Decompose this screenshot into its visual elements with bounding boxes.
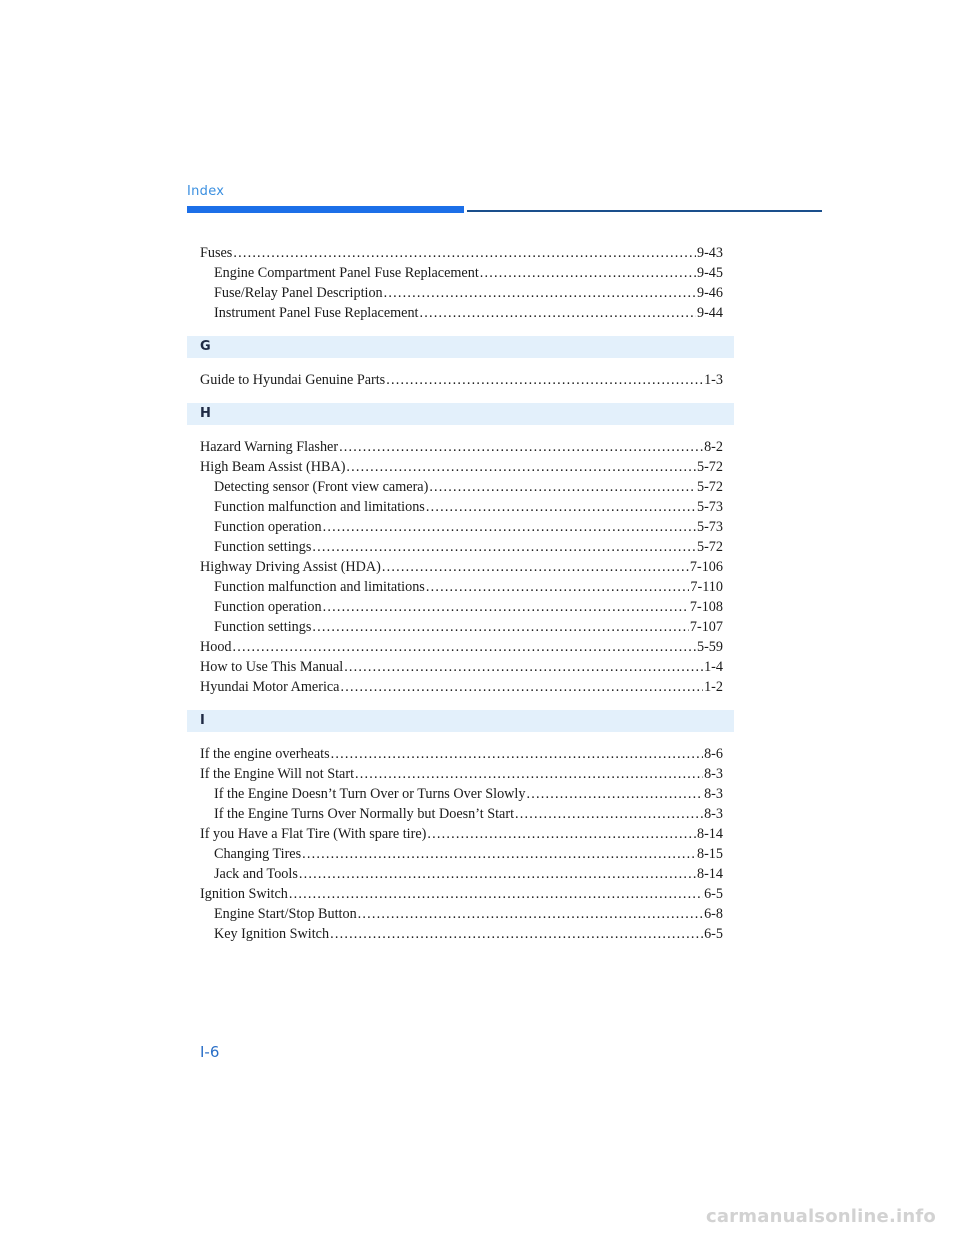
dot-leader (312, 537, 696, 557)
entry-page: 9-46 (696, 285, 723, 301)
entry-page: 8-15 (696, 846, 723, 862)
index-entry[interactable] (200, 457, 723, 477)
entry-label: If the Engine Turns Over Normally but Doesn’t Start (214, 806, 515, 822)
entry-page: 6-5 (704, 886, 723, 902)
index-subentry[interactable] (200, 904, 723, 924)
entry-label: Engine Start/Stop Button (214, 906, 357, 922)
entry-page: 8-3 (704, 786, 723, 802)
dot-leader (426, 497, 696, 517)
entry-label: Function settings (214, 619, 312, 635)
dot-leader (429, 477, 696, 497)
index-subentry[interactable] (200, 844, 723, 864)
entry-label: Detecting sensor (Front view camera) (214, 479, 429, 495)
entry-page: 8-14 (696, 826, 723, 842)
dot-leader (382, 557, 689, 577)
index-subentry[interactable] (200, 303, 723, 323)
dot-leader (480, 263, 696, 283)
entry-page: 1-2 (704, 679, 723, 695)
index-entry[interactable] (200, 557, 723, 577)
entry-page: 5-73 (696, 519, 723, 535)
dot-leader (420, 303, 696, 323)
entry-label: Ignition Switch (200, 886, 288, 902)
entry-page: 9-44 (696, 305, 723, 321)
entry-page: 6-5 (704, 926, 723, 942)
entry-label: Engine Compartment Panel Fuse Replacement (214, 265, 479, 281)
entry-page: 1-4 (704, 659, 723, 675)
entry-page: 5-72 (696, 479, 723, 495)
dot-leader (233, 243, 696, 263)
index-subentry[interactable] (200, 924, 723, 944)
dot-leader (289, 884, 703, 904)
index-subentry[interactable] (200, 864, 723, 884)
index-subentry[interactable] (200, 784, 723, 804)
entry-label: Changing Tires (214, 846, 302, 862)
section-heading: G (187, 336, 734, 358)
entry-label: Function malfunction and limitations (214, 499, 425, 515)
section-heading: I (187, 710, 734, 732)
dot-leader (299, 864, 696, 884)
entry-page: 6-8 (704, 906, 723, 922)
dot-leader (302, 844, 696, 864)
index-entry[interactable] (200, 637, 723, 657)
dot-leader (526, 784, 703, 804)
entry-page: 8-3 (704, 806, 723, 822)
entry-page: 5-73 (696, 499, 723, 515)
index-subentry[interactable] (200, 804, 723, 824)
dot-leader (233, 637, 696, 657)
dot-leader (323, 517, 696, 537)
dot-leader (358, 904, 703, 924)
section-heading: H (187, 403, 734, 425)
index-subentry[interactable] (200, 537, 723, 557)
entry-page: 9-43 (696, 245, 723, 261)
entry-label: Hood (200, 639, 232, 655)
entry-page: 8-6 (704, 746, 723, 762)
dot-leader (312, 617, 689, 637)
entry-label: Instrument Panel Fuse Replacement (214, 305, 419, 321)
entry-page: 9-45 (696, 265, 723, 281)
index-subentry[interactable] (200, 597, 723, 617)
entry-page: 7-110 (690, 579, 723, 595)
dot-leader (384, 283, 696, 303)
index-entry[interactable] (200, 677, 723, 697)
entry-label: Function malfunction and limitations (214, 579, 425, 595)
dot-leader (515, 804, 703, 824)
entry-page: 7-106 (689, 559, 723, 575)
dot-leader (339, 437, 703, 457)
index-entry[interactable] (200, 884, 723, 904)
page-number: I-6 (200, 1043, 220, 1061)
index-subentry[interactable] (200, 477, 723, 497)
dot-leader (355, 764, 703, 784)
header-accent-bar (187, 206, 464, 213)
entry-label: Hazard Warning Flasher (200, 439, 339, 455)
entry-label: Key Ignition Switch (214, 926, 330, 942)
entry-label: Guide to Hyundai Genuine Parts (200, 372, 386, 388)
entry-label: If the Engine Will not Start (200, 766, 355, 782)
index-entry[interactable] (200, 437, 723, 457)
entry-label: Function operation (214, 599, 322, 615)
index-list (200, 243, 723, 944)
entry-label: Function settings (214, 539, 312, 555)
header-rule (467, 210, 822, 212)
dot-leader (427, 824, 696, 844)
entry-label: Highway Driving Assist (HDA) (200, 559, 381, 575)
index-entry[interactable] (200, 764, 723, 784)
entry-label: If the Engine Doesn’t Turn Over or Turns Over Slowly (214, 786, 526, 802)
entry-page: 7-107 (689, 619, 723, 635)
entry-label: Jack and Tools (214, 866, 298, 882)
entry-page: 8-3 (704, 766, 723, 782)
index-entry[interactable] (200, 824, 723, 844)
dot-leader (386, 370, 703, 390)
dot-leader (344, 657, 703, 677)
watermark: carmanualsonline.info (705, 1206, 936, 1227)
index-entry[interactable] (200, 243, 723, 263)
index-subentry[interactable] (200, 517, 723, 537)
index-entry[interactable] (200, 744, 723, 764)
index-entry[interactable] (200, 657, 723, 677)
entry-page: 8-2 (704, 439, 723, 455)
entry-page: 1-3 (704, 372, 723, 388)
entry-label: Hyundai Motor America (200, 679, 340, 695)
index-subentry[interactable] (200, 263, 723, 283)
dot-leader (323, 597, 689, 617)
dot-leader (331, 744, 703, 764)
entry-page: 7-108 (689, 599, 723, 615)
dot-leader (346, 457, 696, 477)
dot-leader (340, 677, 703, 697)
entry-page: 5-72 (696, 539, 723, 555)
entry-page: 5-59 (696, 639, 723, 655)
entry-label: Fuses (200, 245, 233, 261)
entry-label: High Beam Assist (HBA) (200, 459, 346, 475)
entry-page: 8-14 (696, 866, 723, 882)
index-subentry[interactable] (200, 497, 723, 517)
entry-label: Fuse/Relay Panel Description (214, 285, 383, 301)
dot-leader (330, 924, 703, 944)
index-subentry[interactable] (200, 617, 723, 637)
dot-leader (426, 577, 690, 597)
entry-label: If the engine overheats (200, 746, 330, 762)
entry-page: 5-72 (696, 459, 723, 475)
entry-label: How to Use This Manual (200, 659, 344, 675)
page-header-title: Index (187, 184, 225, 199)
entry-label: Function operation (214, 519, 322, 535)
index-subentry[interactable] (200, 283, 723, 303)
index-entry[interactable] (200, 370, 723, 390)
index-subentry[interactable] (200, 577, 723, 597)
entry-label: If you Have a Flat Tire (With spare tire) (200, 826, 427, 842)
